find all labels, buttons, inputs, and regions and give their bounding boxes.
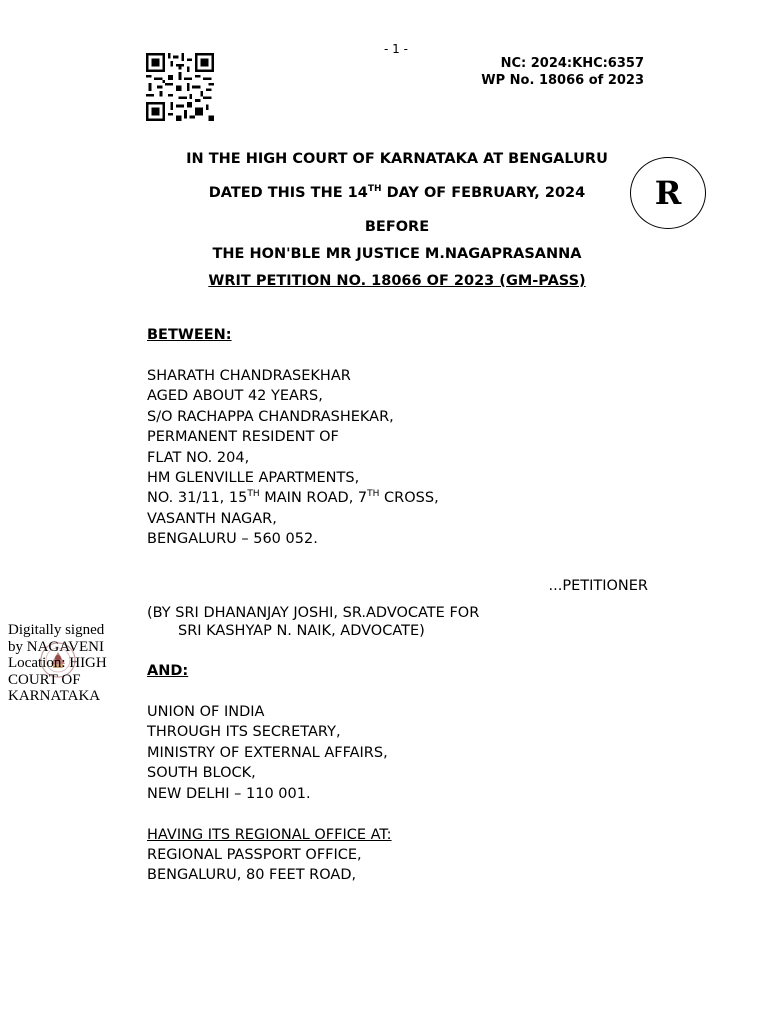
petitioner-line: FLAT NO. 204,: [147, 449, 250, 466]
case-reference: [481, 55, 644, 89]
justice-name: THE HON'BLE MR JUSTICE M.NAGAPRASANNA: [212, 246, 582, 262]
respondent-line: NEW DELHI – 110 001.: [147, 785, 311, 802]
respondent-details: [147, 702, 388, 804]
between-label: BETWEEN:: [147, 327, 232, 343]
page-number: - 1 -: [384, 42, 408, 56]
petitioner-line: HM GLENVILLE APARTMENTS,: [147, 470, 360, 487]
petitioner-line: PERMANENT RESIDENT OF: [147, 429, 339, 446]
petitioner-address-line: NO. 31/11, 15TH MAIN ROAD, 7TH CROSS,: [147, 489, 439, 507]
signature-line: COURT OF: [8, 671, 81, 688]
petitioner-line: SHARATH CHANDRASEKHAR: [147, 368, 351, 384]
reportable-mark: R: [630, 157, 706, 229]
counsel-line: SRI KASHYAP N. NAIK, ADVOCATE): [178, 623, 425, 639]
neutral-citation: NC: 2024:KHC:6357: [500, 56, 644, 71]
respondent-line: THROUGH ITS SECRETARY,: [147, 724, 341, 741]
respondent-line: UNION OF INDIA: [147, 704, 265, 720]
respondent-line: REGIONAL PASSPORT OFFICE,: [147, 847, 362, 863]
signature-line: KARNATAKA: [8, 688, 101, 704]
counsel-line: (BY SRI DHANANJAY JOSHI, SR.ADVOCATE FOR: [147, 605, 480, 621]
digital-signature: [8, 622, 107, 705]
and-label: AND:: [147, 663, 189, 679]
regional-office-details: [147, 845, 362, 886]
before-label: BEFORE: [364, 219, 430, 235]
petitioner-counsel: [147, 604, 479, 640]
respondent-line: BENGALURU, 80 FEET ROAD,: [147, 867, 357, 884]
qr-code-icon: [145, 53, 215, 121]
wp-number: WP No. 18066 of 2023: [481, 73, 644, 88]
petition-title: WRIT PETITION NO. 18066 OF 2023 (GM-PASS): [208, 273, 586, 289]
court-title: IN THE HIGH COURT OF KARNATAKA AT BENGALURU: [186, 151, 608, 167]
petitioner-line: AGED ABOUT 42 YEARS,: [147, 388, 323, 405]
signature-line: Digitally signed: [8, 622, 105, 638]
petitioner-line: VASANTH NAGAR,: [147, 510, 277, 527]
dated-line: DATED THIS THE 14TH DAY OF FEBRUARY, 2024: [208, 184, 586, 201]
respondent-line: SOUTH BLOCK,: [147, 765, 256, 782]
signature-line: by NAGAVENI: [8, 638, 104, 655]
respondent-line: MINISTRY OF EXTERNAL AFFAIRS,: [147, 744, 388, 761]
signature-line: Location: HIGH: [8, 655, 107, 671]
petitioner-line: BENGALURU – 560 052.: [147, 531, 318, 548]
petitioner-line: S/O RACHAPPA CHANDRASHEKAR,: [147, 408, 394, 425]
petitioner-details: [147, 366, 439, 550]
regional-office-label: HAVING ITS REGIONAL OFFICE AT:: [147, 827, 392, 843]
petitioner-label: ...PETITIONER: [548, 578, 648, 594]
